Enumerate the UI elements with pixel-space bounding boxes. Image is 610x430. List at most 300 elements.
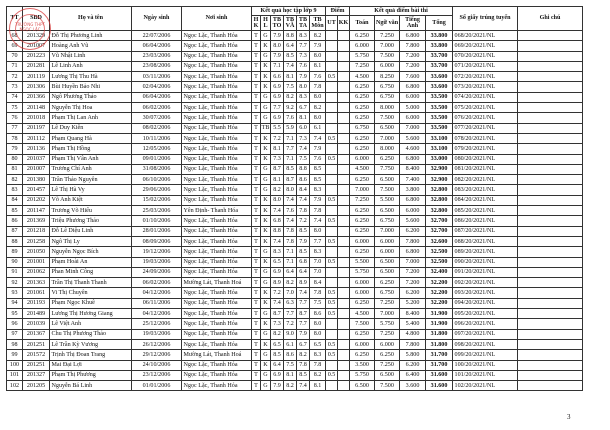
cell-ut (326, 226, 338, 236)
cell-kk (338, 103, 350, 113)
cell-sbd: 201039 (23, 319, 50, 329)
cell-cert: 097/20/2021/NL (453, 329, 518, 339)
cell-ut (326, 267, 338, 277)
cell-sbd: 201062 (23, 267, 50, 277)
cell-sbd: 201112 (23, 133, 50, 143)
cell-dob: 31/08/2006 (132, 164, 182, 174)
cell-stt: 72 (7, 72, 23, 82)
table-header (7, 7, 583, 31)
cell-hk: T (252, 206, 261, 216)
cell-hk: T (252, 247, 261, 257)
col-group-exam: Kết quả điểm bài thi (350, 7, 453, 16)
cell-stt: 84 (7, 195, 23, 205)
cell-tb-mon: 8.3 (310, 247, 326, 257)
cell-hl: G (261, 113, 271, 123)
cell-ngu-van: 7.250 (375, 31, 400, 41)
cell-stt: 101 (7, 370, 23, 380)
cell-ngu-van: 7.250 (375, 329, 400, 339)
table-row (7, 113, 583, 123)
cell-hk: T (252, 175, 261, 185)
table-row (7, 103, 583, 113)
col-tb-va: TB VĂ (284, 16, 297, 31)
cell-ut (326, 82, 338, 92)
cell-dob: 03/11/2006 (132, 72, 182, 82)
table-row (7, 123, 583, 133)
cell-tb-mon: 8.1 (310, 61, 326, 71)
table-row (7, 298, 583, 308)
cell-tieng-anh: 4.600 (400, 144, 426, 154)
cell-tong: 33.500 (426, 103, 453, 113)
cell-ngu-van: 8.000 (375, 144, 400, 154)
cell-dob: 01/10/2006 (132, 216, 182, 226)
cell-tb-mon: 7.7 (310, 236, 326, 246)
cell-tb-to: 6.9 (271, 113, 284, 123)
cell-cert: 070/20/2021/NL (453, 51, 518, 61)
cell-hk: T (252, 113, 261, 123)
cell-toan: 7.250 (350, 195, 375, 205)
cell-kk (338, 51, 350, 61)
table-row (7, 370, 583, 380)
cell-ut (326, 360, 338, 370)
cell-dob: 25/03/2006 (132, 206, 182, 216)
cell-tieng-anh: 8.400 (400, 164, 426, 174)
cell-hk: T (252, 216, 261, 226)
cell-tong: 33.100 (426, 133, 453, 143)
cell-tong: 33.800 (426, 41, 453, 51)
cell-kk (338, 267, 350, 277)
cell-birthplace: Ngọc Lặc, Thanh Hóa (182, 51, 252, 61)
cell-birthplace: Ngọc Lặc, Thanh Hóa (182, 298, 252, 308)
cell-note (518, 175, 583, 185)
cell-sbd: 201007 (23, 164, 50, 174)
cell-tb-va: 7.2 (284, 319, 297, 329)
cell-stt: 96 (7, 319, 23, 329)
cell-kk (338, 92, 350, 102)
cell-toan: 6.250 (350, 103, 375, 113)
cell-ngu-van: 6.500 (375, 257, 400, 267)
cell-dob: 06/04/2006 (132, 41, 182, 51)
col-tb-to: TB TO (271, 16, 284, 31)
cell-toan: 6.250 (350, 216, 375, 226)
table-row (7, 195, 583, 205)
cell-kk (338, 236, 350, 246)
cell-name: Lê Thị Hà Vy (50, 185, 132, 195)
table-row (7, 51, 583, 61)
cell-tieng-anh: 3.800 (400, 185, 426, 195)
cell-dob: 25/12/2006 (132, 319, 182, 329)
table-row (7, 216, 583, 226)
cell-birthplace: Ngọc Lặc, Thanh Hóa (182, 103, 252, 113)
cell-tb-va: 7.7 (284, 309, 297, 319)
cell-cert: 077/20/2021/NL (453, 123, 518, 133)
cell-tong: 32.900 (426, 164, 453, 174)
cell-hk: T (252, 226, 261, 236)
cell-hk: T (252, 82, 261, 92)
cell-kk (338, 247, 350, 257)
cell-dob: 28/01/2006 (132, 226, 182, 236)
cell-kk (338, 216, 350, 226)
cell-name: Ngô Phương Thảo (50, 92, 132, 102)
cell-birthplace: Ngọc Lặc, Thanh Hóa (182, 113, 252, 123)
cell-cert: 069/20/2021/NL (453, 41, 518, 51)
table-row (7, 164, 583, 174)
cell-tb-va: 7.8 (284, 236, 297, 246)
cell-tb-mon: 8.3 (310, 350, 326, 360)
cell-cert: 091/20/2021/NL (453, 267, 518, 277)
cell-hk: T (252, 133, 261, 143)
cell-ut: 0.5 (326, 72, 338, 82)
cell-note (518, 370, 583, 380)
cell-kk (338, 226, 350, 236)
cell-birthplace: Mường Lát, Thanh Hoá (182, 278, 252, 288)
cell-tong: 32.600 (426, 236, 453, 246)
cell-dob: 29/12/2006 (132, 350, 182, 360)
cell-tb-ta: 7.2 (297, 216, 310, 226)
cell-hl: K (261, 339, 271, 349)
cell-cert: 079/20/2021/NL (453, 144, 518, 154)
col-sbd: SBD (23, 7, 50, 31)
cell-name: Trần Thị Thanh Thanh (50, 278, 132, 288)
cell-tb-va: 7.6 (284, 206, 297, 216)
cell-ngu-van: 6.000 (375, 236, 400, 246)
cell-tb-to: 7.7 (271, 103, 284, 113)
cell-birthplace: Ngọc Lặc, Thanh Hóa (182, 216, 252, 226)
cell-tb-ta: 7.4 (297, 288, 310, 298)
cell-note (518, 226, 583, 236)
cell-kk (338, 329, 350, 339)
cell-hk: T (252, 195, 261, 205)
cell-note (518, 113, 583, 123)
cell-stt: 91 (7, 267, 23, 277)
cell-hl: K (261, 61, 271, 71)
col-hk: H K (252, 16, 261, 31)
cell-name: Vũ Nhật Linh (50, 51, 132, 61)
cell-ut (326, 278, 338, 288)
cell-sbd: 201366 (23, 92, 50, 102)
cell-tb-to: 7.4 (271, 236, 284, 246)
cell-hk: T (252, 278, 261, 288)
cell-sbd: 201306 (23, 82, 50, 92)
cell-dob: 06/10/2006 (132, 175, 182, 185)
cell-sbd: 201363 (23, 278, 50, 288)
cell-dob: 24/10/2006 (132, 360, 182, 370)
cell-ut (326, 144, 338, 154)
cell-toan: 6.000 (350, 236, 375, 246)
cell-hk: T (252, 164, 261, 174)
cell-hl: K (261, 206, 271, 216)
cell-cert: 093/20/2021/NL (453, 288, 518, 298)
cell-stt: 81 (7, 164, 23, 174)
cell-dob: 06/11/2006 (132, 298, 182, 308)
cell-toan: 6.250 (350, 298, 375, 308)
cell-tb-mon: 7.4 (310, 133, 326, 143)
cell-tb-mon: 8.6 (310, 309, 326, 319)
cell-tb-to: 8.2 (271, 329, 284, 339)
cell-tong: 33.800 (426, 31, 453, 41)
cell-tb-va: 8.7 (284, 175, 297, 185)
cell-sbd: 201136 (23, 144, 50, 154)
cell-note (518, 133, 583, 143)
cell-hl: K (261, 360, 271, 370)
cell-tong: 33.100 (426, 144, 453, 154)
cell-stt: 74 (7, 92, 23, 102)
cell-cert: 102/20/2021/NL (453, 381, 518, 391)
cell-cert: 082/20/2021/NL (453, 175, 518, 185)
cell-tb-to: 7.9 (271, 381, 284, 391)
cell-tb-ta: 7.9 (297, 72, 310, 82)
cell-ut (326, 206, 338, 216)
cell-birthplace: Ngọc Lặc, Thanh Hóa (182, 154, 252, 164)
cell-note (518, 216, 583, 226)
cell-hl: K (261, 72, 271, 82)
cell-name: Lê Trần Kỳ Vương (50, 339, 132, 349)
cell-stt: 99 (7, 350, 23, 360)
cell-note (518, 92, 583, 102)
cell-tieng-anh: 7.200 (400, 278, 426, 288)
cell-name: Trương Võ Hiếu (50, 206, 132, 216)
cell-cert: 090/20/2021/NL (453, 257, 518, 267)
cell-toan: 6.250 (350, 31, 375, 41)
cell-tb-ta: 8.2 (297, 350, 310, 360)
cell-note (518, 278, 583, 288)
col-group-priority: Điểm (326, 7, 350, 16)
cell-kk (338, 123, 350, 133)
cell-name: Mai Đại Lợi (50, 360, 132, 370)
cell-ut (326, 61, 338, 71)
cell-tb-mon: 8.2 (310, 370, 326, 380)
cell-stt: 77 (7, 123, 23, 133)
cell-tieng-anh: 5.600 (400, 216, 426, 226)
cell-hk: T (252, 103, 261, 113)
table-row (7, 154, 583, 164)
cell-birthplace: Ngọc Lặc, Thanh Hóa (182, 175, 252, 185)
cell-ut (326, 41, 338, 51)
cell-tieng-anh: 6.800 (400, 31, 426, 41)
table-row (7, 175, 583, 185)
cell-kk (338, 144, 350, 154)
cell-tb-to: 6.5 (271, 339, 284, 349)
cell-tb-mon: 8.5 (310, 175, 326, 185)
cell-name: Nguyễn Thị Hoa (50, 103, 132, 113)
cell-dob: 04/12/2006 (132, 288, 182, 298)
cell-ngu-van: 5.750 (375, 319, 400, 329)
cell-ut: 0.5 (326, 350, 338, 360)
cell-tb-ta: 7.6 (297, 61, 310, 71)
cell-kk (338, 164, 350, 174)
cell-tb-ta: 7.9 (297, 236, 310, 246)
cell-cert: 072/20/2021/NL (453, 72, 518, 82)
cell-cert: 096/20/2021/NL (453, 319, 518, 329)
table-row (7, 133, 583, 143)
cell-tb-va: 7.1 (284, 247, 297, 257)
cell-tb-va: 8.1 (284, 72, 297, 82)
cell-sbd: 201119 (23, 72, 50, 82)
cell-hk: T (252, 41, 261, 51)
cell-toan: 6.250 (350, 226, 375, 236)
cell-name: Lê Duy Kiên (50, 123, 132, 133)
cell-name: Bùi Huyền Bảo Nhi (50, 82, 132, 92)
cell-hk: T (252, 31, 261, 41)
cell-tb-va: 7.4 (284, 195, 297, 205)
col-tb-mon: TB Môn (311, 16, 324, 29)
cell-tb-mon: 8.1 (310, 381, 326, 391)
col-ngu-van: Ngữ văn (375, 16, 400, 31)
cell-hk: T (252, 236, 261, 246)
cell-sbd: 201147 (23, 206, 50, 216)
cell-tb-ta: 7.4 (297, 195, 310, 205)
cell-tb-ta: 8.3 (297, 92, 310, 102)
cell-tb-to: 7.4 (271, 298, 284, 308)
cell-tb-va: 7.8 (284, 226, 297, 236)
cell-tb-to: 6.9 (271, 370, 284, 380)
cell-note (518, 144, 583, 154)
cell-cert: 099/20/2021/NL (453, 350, 518, 360)
cell-cert: 088/20/2021/NL (453, 236, 518, 246)
cell-stt: 89 (7, 247, 23, 257)
cell-cert: 085/20/2021/NL (453, 206, 518, 216)
cell-stt: 88 (7, 236, 23, 246)
cell-toan: 6.500 (350, 381, 375, 391)
col-tong: Tổng (426, 16, 453, 31)
cell-tb-to: 8.2 (271, 185, 284, 195)
cell-tb-to: 8.1 (271, 175, 284, 185)
cell-tong: 31.800 (426, 329, 453, 339)
table-row (7, 288, 583, 298)
cell-ngu-van: 6.000 (375, 61, 400, 71)
cell-birthplace: Ngọc Lặc, Thanh Hóa (182, 82, 252, 92)
cell-tong: 32.800 (426, 185, 453, 195)
cell-hk: T (252, 381, 261, 391)
cell-kk (338, 206, 350, 216)
cell-name: Lương Thị Thu Hà (50, 72, 132, 82)
cell-ngu-van: 8.000 (375, 103, 400, 113)
cell-stt: 87 (7, 226, 23, 236)
cell-hk: T (252, 123, 261, 133)
cell-birthplace: Ngọc Lặc, Thanh Hóa (182, 257, 252, 267)
cell-dob: 09/01/2006 (132, 154, 182, 164)
cell-hl: G (261, 103, 271, 113)
cell-stt: 69 (7, 41, 23, 51)
cell-hl: G (261, 31, 271, 41)
cell-hk: T (252, 298, 261, 308)
col-note: Ghi chú (518, 7, 583, 31)
cell-ngu-van: 7.250 (375, 298, 400, 308)
cell-hk: T (252, 92, 261, 102)
col-tb-ta: TB TA (297, 16, 310, 31)
cell-tong: 33.500 (426, 92, 453, 102)
cell-cert: 089/20/2021/NL (453, 247, 518, 257)
cell-tb-va: 6.4 (284, 41, 297, 51)
cell-name: Phạm Thị Phương (50, 370, 132, 380)
cell-cert: 080/20/2021/NL (453, 154, 518, 164)
cell-hl: K (261, 195, 271, 205)
table-row (7, 72, 583, 82)
cell-sbd: 201007 (23, 41, 50, 51)
cell-tong: 33.500 (426, 113, 453, 123)
cell-tieng-anh: 7.000 (400, 123, 426, 133)
cell-tb-ta: 7.7 (297, 41, 310, 51)
cell-tb-ta: 8.8 (297, 164, 310, 174)
cell-toan: 6.250 (350, 247, 375, 257)
cell-tb-to: 7.4 (271, 206, 284, 216)
cell-ngu-van: 7.750 (375, 164, 400, 174)
cell-ut (326, 31, 338, 41)
cell-birthplace: Ngọc Lặc, Thanh Hóa (182, 92, 252, 102)
cell-hl: G (261, 278, 271, 288)
cell-birthplace: Ngọc Lặc, Thanh Hóa (182, 185, 252, 195)
cell-tong: 33.700 (426, 51, 453, 61)
table-row (7, 319, 583, 329)
cell-ut (326, 175, 338, 185)
results-table (6, 6, 583, 391)
cell-name: Võ Anh Kiệt (50, 195, 132, 205)
cell-tb-mon: 7.8 (310, 288, 326, 298)
cell-tb-va: 7.0 (284, 288, 297, 298)
cell-birthplace: Ngọc Lặc, Thanh Hóa (182, 144, 252, 154)
cell-birthplace: Yên Định- Thanh Hóa (182, 206, 252, 216)
cell-tb-ta: 8.6 (297, 175, 310, 185)
cell-hl: K (261, 82, 271, 92)
table-row (7, 267, 583, 277)
cell-kk (338, 370, 350, 380)
cell-toan: 4.500 (350, 72, 375, 82)
cell-tb-va: 7.1 (284, 154, 297, 164)
cell-stt: 98 (7, 339, 23, 349)
cell-note (518, 309, 583, 319)
cell-tong: 31.700 (426, 350, 453, 360)
cell-sbd: 201202 (23, 195, 50, 205)
cell-note (518, 103, 583, 113)
cell-tieng-anh: 7.200 (400, 61, 426, 71)
cell-dob: 04/12/2006 (132, 309, 182, 319)
cell-sbd: 201001 (23, 257, 50, 267)
cell-tb-to: 7.9 (271, 31, 284, 41)
cell-tong: 32.800 (426, 206, 453, 216)
cell-ngu-van: 6.750 (375, 82, 400, 92)
cell-hl: K (261, 319, 271, 329)
cell-birthplace: Ngọc Lặc, Thanh Hóa (182, 267, 252, 277)
cell-note (518, 72, 583, 82)
cell-tb-va: 5.9 (284, 123, 297, 133)
table-row (7, 329, 583, 339)
cell-toan: 5.750 (350, 51, 375, 61)
cell-toan: 6.250 (350, 144, 375, 154)
cell-tieng-anh: 6.200 (400, 226, 426, 236)
cell-hl: K (261, 144, 271, 154)
cell-tieng-anh: 6.800 (400, 247, 426, 257)
cell-tieng-anh: 8.400 (400, 309, 426, 319)
cell-dob: 24/09/2006 (132, 267, 182, 277)
cell-dob: 12/05/2006 (132, 144, 182, 154)
cell-birthplace: Ngọc Lặc, Thanh Hóa (182, 360, 252, 370)
table-row (7, 247, 583, 257)
cell-sbd: 201037 (23, 154, 50, 164)
cell-name: Phạm Thị Lan Anh (50, 113, 132, 123)
cell-tieng-anh: 6.000 (400, 206, 426, 216)
cell-cert: 101/20/2021/NL (453, 370, 518, 380)
cell-ngu-van: 6.250 (375, 278, 400, 288)
cell-tong: 31.700 (426, 360, 453, 370)
col-group-study: Kết quả học tập lớp 9 (252, 7, 326, 16)
cell-tb-mon: 8.4 (310, 278, 326, 288)
col-toan: Toán (350, 16, 375, 31)
cell-kk (338, 381, 350, 391)
cell-tong: 33.600 (426, 72, 453, 82)
cell-name: Trịnh Thị Đoan Trang (50, 350, 132, 360)
cell-toan: 6.250 (350, 329, 375, 339)
cell-tb-va: 8.8 (284, 31, 297, 41)
cell-ngu-van: 7.000 (375, 309, 400, 319)
